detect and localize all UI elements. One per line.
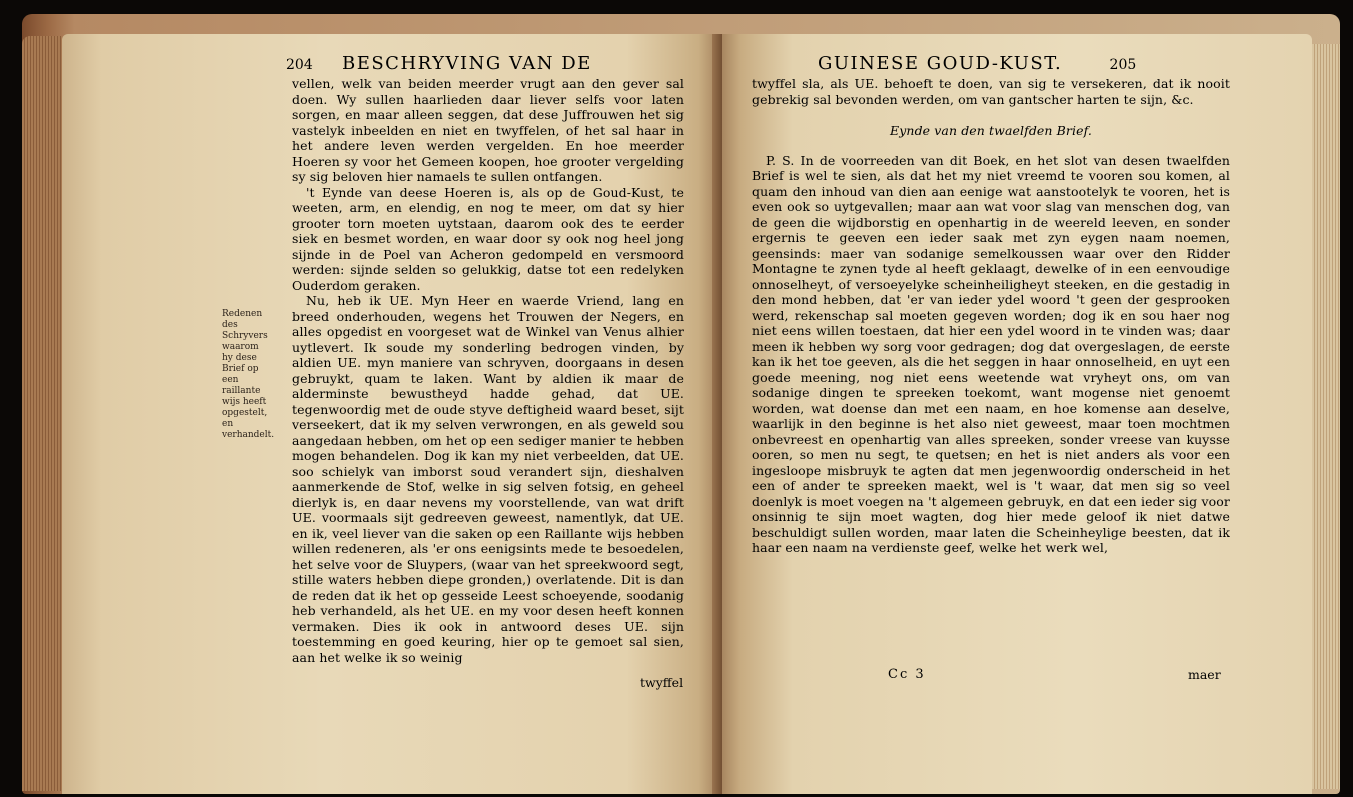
left-page-number: 204 bbox=[286, 57, 313, 73]
left-page-text bbox=[292, 76, 684, 676]
section-heading: Eynde van den twaelfden Brief. bbox=[890, 123, 1092, 138]
left-page-edges bbox=[22, 36, 62, 791]
left-catchword: twyffel bbox=[640, 675, 684, 690]
left-paragraph: vellen, welk van beiden meerder vrugt aan den gever sal doen. Wy sullen haarlieden daar liever selfs voor laten sorgen, en maar alleen seggen, dat dese Juffrouwen het sig vastelyk inbeelden en niet en twyffelen, of het sal haar in het andere leven werden vergelden. En hoe meerder Hoeren sy voor het Gemeen koopen, hoe grooter vergelding sy sig beloven hier namaels te sullen ontfangen. bbox=[292, 76, 684, 184]
left-running-head: BESCHRYVING VAN DE bbox=[341, 53, 592, 74]
left-paragraph: 't Eynde van deese Hoeren is, als op de Goud-Kust, te weeten, arm, en elendig, en nog te meer, om dat sy hier grooter torn moeten uytstaan, daarom ook des te eerder siek en besmet worden, en waar door sy ook nog heel jong sijnde in de Poel van Acheron gedompeld en versmoord werden: sijnde selden so gelukkig, datse tot een redelyken Ouderdom geraken. bbox=[292, 184, 684, 293]
signature-mark: Cc 3 bbox=[888, 667, 926, 682]
right-running-head: GUINESE GOUD-KUST. bbox=[818, 53, 1063, 74]
margin-note: Redenen des Schryvers waarom hy dese Brief op een raillante wijs heeft opgestelt, en verhandelt. bbox=[222, 309, 275, 440]
left-paragraph: Nu, heb ik UE. Myn Heer en waerde Vriend, lang en breed onderhouden, wegens het Trouwen der Negers, en alles opgedist en voorgeset wat de Winkel van Venus alhier uytlevert. Ik soude my sonderling bedrogen vinden, by aldien UE. myn maniere van schryven, doorgaans in desen gebruykt, quam te laken. Want by aldien ik maar de alderminste bewustheyd hadde gehad, dat UE. tegenwoordig met de oude styve deftigheid waard beset, sijt verseekert, dat ik my selven verwrongen, en als geweld sou aangedaan hebben, om het op een sediger manier te hebben mogen behandelen. Dog ik kan my niet verbeelden, dat UE. soo schielyk van imborst soud verandert sijn, dieshalven aanmerkende de Stof, welke in sig selven fotsig, en geheel dierlyk is, en daar nevens my voorstellende, van wat drift UE. voormaals sijt gedreeven geweest, namentlyk, dat UE. en ik, veel liever van die saken op een Raillante wijs hebben willen redeneren, als 'er ons eenigsints mede te besoedelen, het selve voor de Sluypers, (waar van het spreekwoord segt, stille waters hebben diepe gronden,) overlatende. Dit is dan de reden dat ik het op gesseide Leest schoeyende, soodanig heb verhandeld, als het UE. en my voor desen heeft konnen vermaken. Dies ik ook in antwoord deses UE. sijn toestemming en goed keuring, hier op te gemoet sal sien, aan het welke ik so weinig bbox=[292, 293, 684, 665]
right-paragraph: twyffel sla, als UE. behoeft te doen, van sig te versekeren, dat ik nooit gebrekig sal bevonden werden, om van gantscher harten te sijn, &c. bbox=[752, 76, 1230, 107]
right-catchword: maer bbox=[1188, 667, 1221, 682]
postscript-paragraph: P. S. In de voorreeden van dit Boek, en het slot van desen twaelfden Brief is wel te sien, als dat het my niet vreemd te vooren sou komen, al quam den inhoud van dien aan eenige wat aanstootelyk te vooren, het is even ook so uytgevallen; maar aan wat voor slag van menschen dog, van de geen die wijdborstig en openhartig in de weereld leeven, en sonder ergernis te geeven een ieder saak met zyn eygen naam noemen, geensinds: maer van sodanige semelkoussen waar over den Ridder Montagne te zynen tyde al heeft geklaagt, dewelke of in een eenvoudige onnoselheyt, of versoeyelyke scheinheiligheyt steeken, en die gestadig in den mond hebben, dat 'er van ieder ydel woord 't geen der gesprooken werd, rekenschap sal moeten gegeven worden; dog ik en sou haer nog niet eens willen toestaen, dat hier een ydel woord in te vinden was; daar meen ik hebben wy sorg voor gedragen; dog dat overgeslagen, de eerste kan ik het toe geeven, als die het seggen in haar onnoselheid, en uyt een goede meening, nog niet eens weetende wat vryheyt ons, om van sodanige dingen te spreeken toekomt, want mogense niet genoemt worden, wat doense dan met een naam, en hoe komense aan deselve, waarlijk in den beginne is het also niet geweest, maar toen mochtmen onbevreest en openhartig van alles spreeken, sonder vreese van kuysse ooren, so men nu segt, te quetsen; en het is niet anders als voor een ingesloope misbruyk te agten dat men jegenwoordig onderscheid in het een of ander te spreeken maekt, wel is 't waar, dat men sig so veel doenlyk is moet voegen na 't algemeen gebruyk, en dat een ieder sig voor onsinnig te sijn moet wagten, dog hier mede geloof ik niet datwe beschuldigt sullen worden, maar laten die Scheinheylige beesten, dat ik haar een naam na verdienste geef, welke het werk wel, bbox=[752, 152, 1230, 555]
right-page-number: 205 bbox=[1109, 57, 1137, 73]
right-running-header bbox=[818, 52, 1248, 76]
left-running-header bbox=[286, 52, 690, 76]
right-page-edges bbox=[1312, 44, 1340, 789]
right-page-text bbox=[752, 76, 1230, 668]
